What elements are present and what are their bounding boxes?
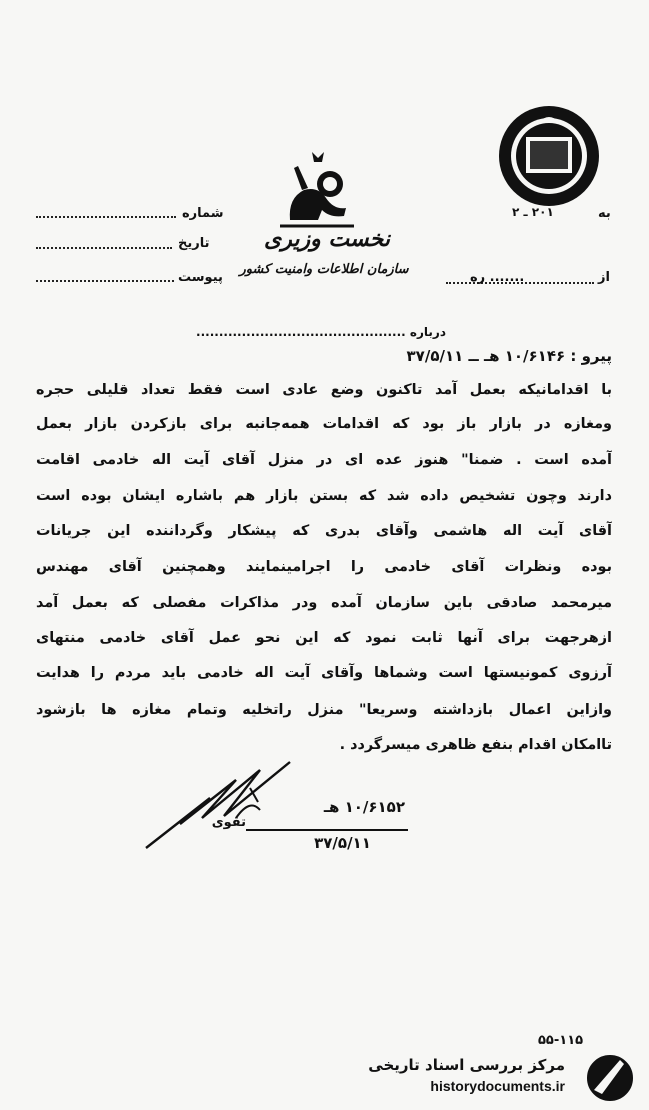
center-logo-icon (580, 1050, 638, 1106)
lion-and-sun-emblem-icon (274, 150, 360, 228)
reference-number: پیرو : ۱۰/۶۱۴۶ هـ ــ ۳۷/۵/۱۱ (406, 347, 612, 365)
to-label: به (598, 206, 611, 221)
body-line: آقای آیت اله هاشمی وآقای بدری که پیشکار وگرداننده این جریانات (36, 523, 612, 539)
signature-number: ۱۰/۶۱۵۲ هـ (323, 798, 405, 816)
number-field-line (36, 216, 176, 218)
body-line: میرمحمد صادقی باین سازمان آمده ودر مذاکرات مفصلی که بعمل آمد (36, 595, 612, 611)
subject-label: درباره (409, 325, 446, 339)
attachment-label: پیوست (178, 270, 223, 285)
body-line: ازهرجهت برای آنها ثابت نمود که این نحو عمل آقای خادمی منتهای (36, 630, 612, 646)
watermark-name: مرکز بررسی اسناد تاریخی (368, 1056, 565, 1074)
body-line: دارند وچون تشخیص داده شد که بستن بازار هم باشاره ایشان بوده است (36, 488, 612, 504)
body-line: آمده است . ضمنا" هنوز عده ای در منزل آقای آیت اله خادمی اقامت (36, 452, 612, 468)
subject-line (176, 325, 446, 339)
body-line: تاامکان اقدام بنفع ظاهری میسرگردد . (339, 737, 612, 753)
page-number: ۵۵-۱۱۵ (538, 1033, 584, 1048)
body-line: وازاین اعمال بازداشته وسریعا" منزل راتخلیه وتمام مغازه ها بازشود (36, 702, 612, 718)
signature-rule (246, 829, 408, 831)
signer-name: تقوی (211, 815, 246, 830)
org-title: نخست وزیری (264, 226, 390, 252)
watermark-url: historydocuments.ir (430, 1078, 565, 1094)
body-line: ومغازه در بازار باز بود که اقدامات همه‌جانبه برای بازکردن بازار بعمل (36, 416, 612, 432)
number-label: شماره (182, 206, 224, 221)
signature-date: ۳۷/۵/۱۱ (314, 834, 371, 852)
body-line: با اقدامانیکه بعمل آمد تاکنون وضع‌ عادی است فقط تعداد قلیلی حجره (36, 382, 612, 398)
subject-dots: .............................................. (196, 325, 406, 339)
body-line: آرزوی کمونیستها است وشماها وآقای آیت اله خادمی باید مردم را هدایت (36, 665, 612, 681)
from-label: از (598, 270, 610, 285)
reference-code: ۲۰۱ ـ ۲ (512, 205, 554, 219)
body-line: بوده ونظرات آقای خادمی را اجرامینمایند وهمچنین آقای مهندس (36, 559, 612, 575)
org-subtitle: سازمان اطلاعات وامنیت کشور (239, 262, 409, 277)
round-seal-icon (488, 103, 610, 209)
date-field-line (36, 247, 172, 249)
date-label: تاریخ (178, 236, 210, 251)
attachment-field-line (36, 280, 174, 282)
from-value: ....... ره (470, 270, 525, 285)
